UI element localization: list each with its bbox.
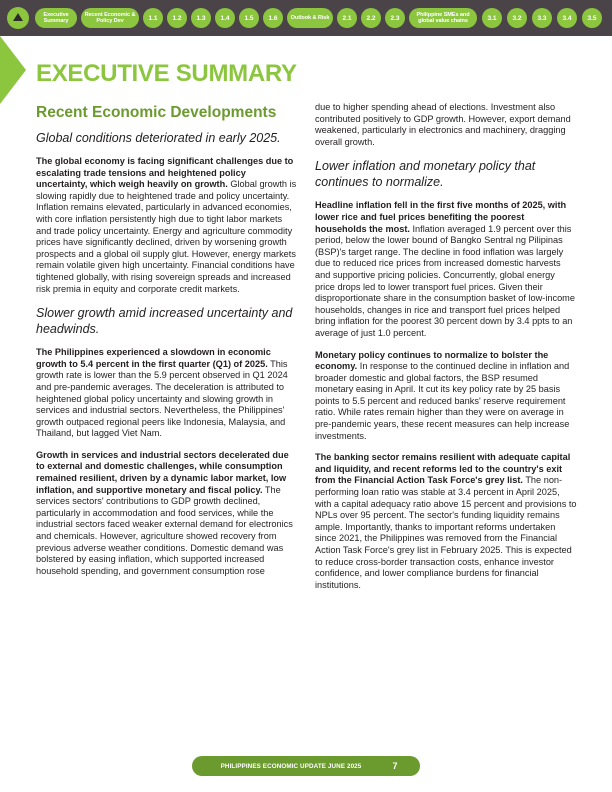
paragraph-body: The non-performing loan ratio was stable at 3.4 percent in April 2025, with a capital adequacy ratio above 15 percent and provisions to NPLs over 95 percent. The sector's funding liquidity remains ample. Importantly, thanks to important reforms undertaken since 2021, the Philippines was removed from the Financial Action Task Force's grey list in February 2025. This is expected to reduce cross-border transaction costs, enhance investor confidence, and lower compliance burdens for financial institutions. — [315, 475, 577, 590]
paragraph-body: Global growth is slowing rapidly due to heightened trade and policy uncertainty. Inflation remains elevated, particularly in advanced economies, with core inflation persistently high due to tight labor markets and trade policy uncertainty. Energy and agriculture commodity prices have significantly declined, driven by worsening growth prospects and a global oil supply glut. However, energy markets remain volatile given high uncertainty. Financial conditions have tightened globally, with rising sovereign spreads and increased risk premia in equity and corporate credit markets. — [36, 179, 297, 294]
footer-title: PHILIPPINES ECONOMIC UPDATE JUNE 2025 — [220, 762, 362, 770]
paragraph-continuation — [315, 102, 577, 148]
nav-1-6[interactable]: 1.6 — [263, 8, 283, 28]
paragraph-banking-sector — [315, 452, 577, 591]
subheading-global-conditions: Global conditions deteriorated in early 2025. — [36, 131, 281, 145]
nav-outlook-risk[interactable]: Outlook & Risk — [287, 8, 333, 28]
nav-2-3[interactable]: 2.3 — [385, 8, 405, 28]
left-column — [36, 104, 298, 587]
nav-recent-economic[interactable]: Recent Economic & Policy Dev — [81, 8, 139, 28]
paragraph-services-industry — [36, 450, 298, 578]
paragraph-lead: Monetary policy continues to normalize to bolster the economy. — [315, 349, 549, 372]
nav-1-1[interactable]: 1.1 — [143, 8, 163, 28]
paragraph-lead: Headline inflation fell in the first five months of 2025, with lower rice and fuel prices benefiting the poorest households the most. — [315, 200, 567, 234]
page-number: 7 — [392, 761, 398, 771]
nav-3-5[interactable]: 3.5 — [582, 8, 602, 28]
side-tab-decoration — [0, 36, 26, 104]
nav-executive-summary[interactable]: Executive Summary — [35, 8, 77, 28]
nav-3-4[interactable]: 3.4 — [557, 8, 577, 28]
top-navigation-bar — [0, 0, 612, 36]
paragraph-body: Inflation averaged 1.9 percent over this period, below the lower bound of Bangko Sentral ng Pilipinas (BSP)'s target range. The decline in food inflation was largely due to reduced rice prices from increased domestic harvests and supportive pricing policies. Concurrently, global energy price drops led to lower transport fuel prices. Given their disproportionate share in the consumption basket of low-income households, changes in rice and transport fuel prices helped bring inflation for the poorest 30 percent down by 3.4 ppts to an average of just 1.0 percent. — [315, 223, 575, 338]
nav-3-3[interactable]: 3.3 — [532, 8, 552, 28]
paragraph-body: The services sectors' contributions to GDP growth declined, particularly in accommodation and food services, while the industrial sectors faced weaker external demand for electronics and chemicals. However, agriculture showed recovery from previous adverse weather conditions. Domestic demand was bolstered by easing inflation, which supported increased household spending, and government consumption rose — [36, 484, 293, 576]
paragraph-global-economy — [36, 156, 298, 295]
paragraph-lead: The global economy is facing significant challenges due to escalating trade tensions and heightened policy uncertainty, which weigh heavily on growth. — [36, 156, 294, 190]
subheading-lower-inflation: Lower inflation and monetary policy that continues to normalize. — [315, 159, 536, 190]
paragraph-headline-inflation — [315, 200, 577, 339]
paragraph-body: This growth rate is lower than the 5.9 percent observed in Q1 2024 and pre-pandemic averages. The deceleration is attributed to heightened global policy uncertainty and slowing growth in services and industrial sectors. Nevertheless, the Philippines' growth outpaced regional peers like Indonesia, Malaysia, and Thailand, but lagged Viet Nam. — [36, 358, 288, 439]
nav-1-5[interactable]: 1.5 — [239, 8, 259, 28]
paragraph-lead: The Philippines experienced a slowdown in economic growth to 5.4 percent in the first quarter (Q1) of 2025. — [36, 347, 271, 369]
nav-2-1[interactable]: 2.1 — [337, 8, 357, 28]
paragraph-monetary-policy — [315, 350, 577, 443]
nav-1-2[interactable]: 1.2 — [167, 8, 187, 28]
home-arrow-icon[interactable] — [7, 7, 29, 29]
paragraph-lead: Growth in services and industrial sectors decelerated due to external and domestic challenges, while consumption remained resilient, driven by a dynamic labor market, low inflation, and supportive monetary and fiscal policy. — [36, 449, 289, 495]
nav-3-2[interactable]: 3.2 — [507, 8, 527, 28]
nav-philippine-smes[interactable]: Philippine SMEs and global value chains — [409, 8, 477, 28]
paragraph-body: due to higher spending ahead of elections. Investment also contributed positively to GDP growth. However, export demand weakened, particularly in electronics and machinery, dragging overall growth. — [315, 102, 571, 147]
nav-3-1[interactable]: 3.1 — [482, 8, 502, 28]
subheading-slower-growth: Slower growth amid increased uncertainty and headwinds. — [36, 306, 293, 337]
footer-bar — [192, 756, 420, 776]
section-title: Recent Economic Developments — [36, 104, 277, 121]
nav-1-3[interactable]: 1.3 — [191, 8, 211, 28]
nav-2-2[interactable]: 2.2 — [361, 8, 381, 28]
paragraph-lead: The banking sector remains resilient with adequate capital and liquidity, and recent reforms led to the country's exit from the Financial Action Task Force's grey list. — [315, 452, 571, 486]
page-title: EXECUTIVE SUMMARY — [36, 60, 297, 87]
right-column — [315, 102, 577, 601]
paragraph-body: In response to the continued decline in inflation and broader domestic and global factors, the BSP resumed monetary easing in April. It cut its key policy rate by 25 basis points to 5.5 percent and reduced banks' reserve requirement ratio. While rates remain higher than they were on average in pre-pandemic years, these recent measures can help increase investments. — [315, 361, 570, 441]
nav-1-4[interactable]: 1.4 — [215, 8, 235, 28]
paragraph-philippines-slowdown — [36, 347, 298, 440]
